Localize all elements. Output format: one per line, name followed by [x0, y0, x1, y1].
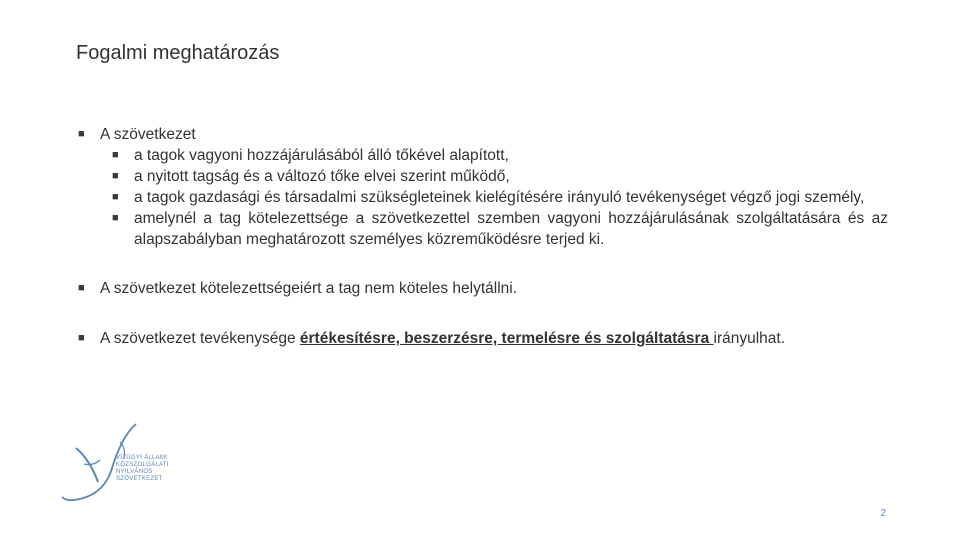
logo-text [116, 455, 169, 483]
square-bullet-icon: ■ [112, 170, 119, 182]
logo-line: VÍZÜGYI ÁLLAMI [116, 455, 168, 461]
square-bullet-icon: ■ [78, 332, 85, 344]
square-bullet-icon: ■ [112, 212, 119, 224]
logo-line: KÖZSZOLGÁLATI [116, 462, 169, 468]
bullet-member-liability [78, 278, 888, 299]
sub-bullet-2 [112, 166, 888, 187]
bullet-text: A szövetkezet kötelezettségeiért a tag nem köteles helytállni. [100, 280, 518, 297]
sub-bullet-1 [112, 145, 888, 166]
square-bullet-icon: ■ [112, 149, 119, 161]
bullet-text [100, 328, 888, 349]
square-bullet-icon: ■ [78, 128, 85, 140]
square-bullet-icon: ■ [78, 282, 85, 294]
sub-bullet-text: a nyitott tagság és a változó tőke elvei szerint működő, [134, 168, 510, 185]
logo-line: NYILVÁNOS [116, 469, 153, 475]
sub-bullet-4 [112, 208, 888, 250]
square-bullet-icon: ■ [112, 191, 119, 203]
bullet-cooperative-definition [78, 124, 888, 145]
page-number: 2 [880, 508, 886, 519]
logo-line: SZÖVETKEZET [116, 476, 163, 482]
sub-bullet-3 [112, 187, 888, 208]
slide-title: Fogalmi meghatározás [76, 42, 280, 64]
activity-underlined: értékesítésre, beszerzésre, termelésre és szolgáltatásra [299, 330, 714, 347]
activity-suffix: irányulhat. [713, 330, 786, 347]
activity-prefix: A szövetkezet tevékenysége [100, 330, 300, 347]
sub-bullet-text: a tagok vagyoni hozzájárulásából álló tőkével alapított, [134, 147, 509, 164]
sub-bullet-text: amelynél a tag kötelezettsége a szövetkezettel szemben vagyoni hozzájárulásának szolgáltatására és az alapszabályban meghatározott személyes közreműködésre terjed ki. [134, 210, 888, 248]
bullet-cooperative-activity [78, 328, 888, 349]
bullet-text: A szövetkezet [100, 126, 196, 143]
slide-content [78, 124, 888, 349]
sub-bullet-text: a tagok gazdasági és társadalmi szükségleteinek kielégítésére irányuló tevékenységet végző jogi személy, [134, 189, 865, 206]
